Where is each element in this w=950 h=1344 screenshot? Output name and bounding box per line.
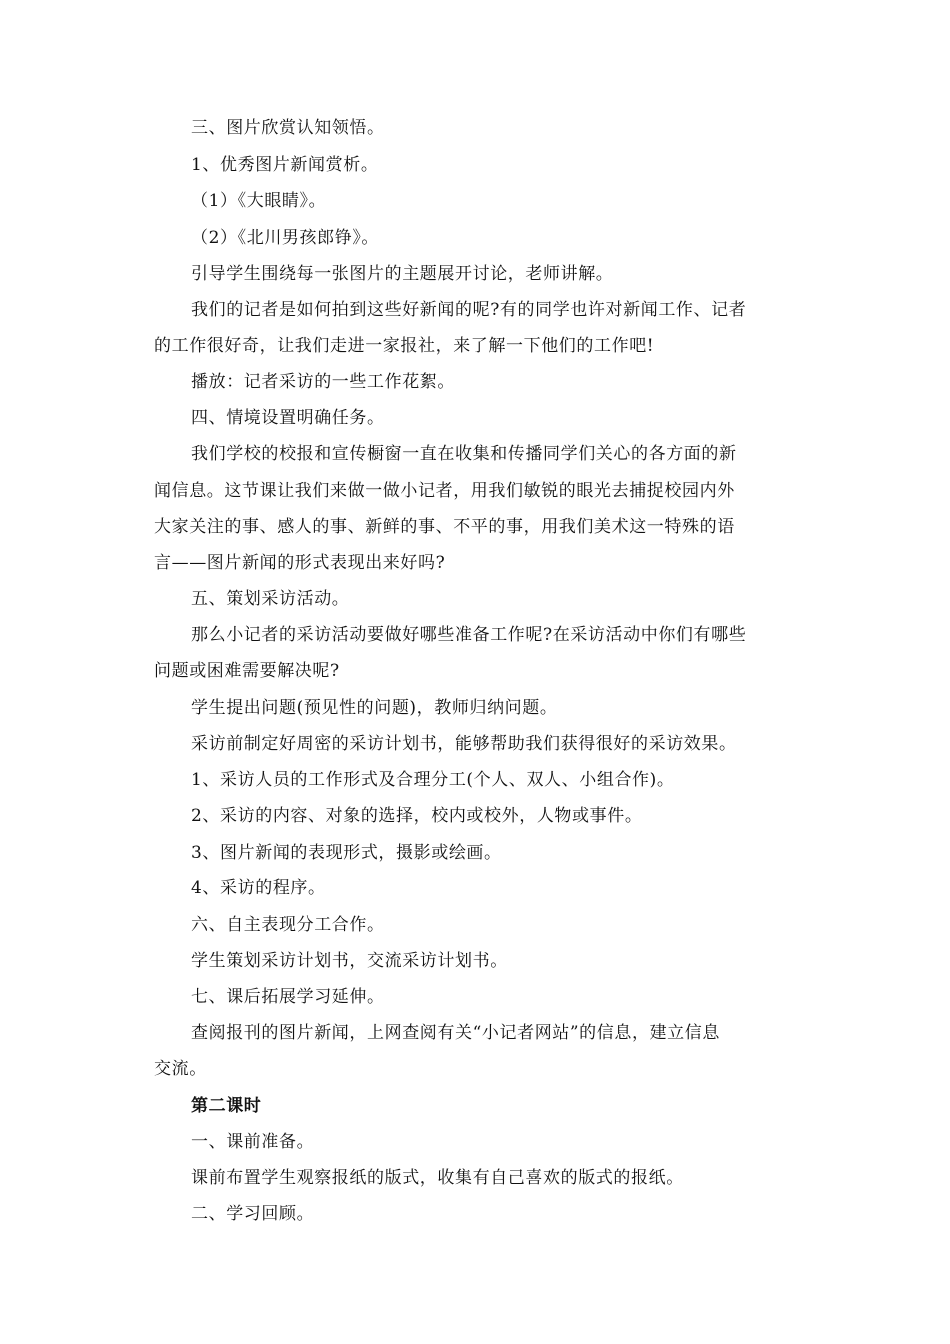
text-line: （1）《大眼睛》。 [191, 191, 327, 211]
text-line: 采访前制定好周密的采访计划书，能够帮助我们获得很好的采访效果。 [191, 734, 737, 754]
heading-review: 二、学习回顾。 [191, 1204, 315, 1224]
text-line: 我们的记者是如何拍到这些好新闻的呢?有的同学也许对新闻工作、记者 [191, 300, 747, 320]
text-line: 闻信息。这节课让我们来做一做小记者，用我们敏锐的眼光去捕捉校园内外 [154, 481, 735, 501]
text-line: 大家关注的事、感人的事、新鲜的事、不平的事，用我们美术这一特殊的语 [154, 517, 735, 537]
heading-section-7: 七、课后拓展学习延伸。 [191, 987, 385, 1007]
text-line: 问题或困难需要解决呢? [154, 661, 340, 681]
heading-section-6: 六、自主表现分工合作。 [191, 915, 385, 935]
text-line: 的工作很好奇，让我们走进一家报社，来了解一下他们的工作吧! [154, 336, 655, 356]
text-line: （2）《北川男孩郎铮》。 [191, 228, 380, 248]
heading-prep: 一、课前准备。 [191, 1132, 315, 1152]
text-line: 学生提出问题(预见性的问题)，教师归纳问题。 [191, 698, 558, 718]
text-line: 播放：记者采访的一些工作花絮。 [191, 372, 455, 392]
heading-section-3: 三、图片欣赏认知领悟。 [191, 118, 385, 138]
lesson-heading: 第二课时 [191, 1096, 262, 1116]
text-line: 交流。 [154, 1059, 207, 1079]
text-line: 2、采访的内容、对象的选择，校内或校外，人物或事件。 [191, 806, 643, 826]
text-line: 1、优秀图片新闻赏析。 [191, 155, 379, 175]
text-line: 查阅报刊的图片新闻，上网查阅有关“小记者网站”的信息，建立信息 [191, 1023, 720, 1043]
text-line: 学生策划采访计划书，交流采访计划书。 [191, 951, 508, 971]
heading-section-5: 五、策划采访活动。 [191, 589, 350, 609]
heading-section-4: 四、情境设置明确任务。 [191, 408, 385, 428]
text-line: 言——图片新闻的形式表现出来好吗? [154, 553, 446, 573]
text-line: 引导学生围绕每一张图片的主题展开讨论，老师讲解。 [191, 264, 614, 284]
text-line: 3、图片新闻的表现形式，摄影或绘画。 [191, 843, 502, 863]
text-line: 1、采访人员的工作形式及合理分工(个人、双人、小组合作)。 [191, 770, 675, 790]
text-line: 我们学校的校报和宣传橱窗一直在收集和传播同学们关心的各方面的新 [191, 444, 737, 464]
text-line: 课前布置学生观察报纸的版式，收集有自己喜欢的版式的报纸。 [191, 1168, 684, 1188]
text-line: 那么小记者的采访活动要做好哪些准备工作呢?在采访活动中你们有哪些 [191, 625, 747, 645]
text-line: 4、采访的程序。 [191, 878, 326, 898]
